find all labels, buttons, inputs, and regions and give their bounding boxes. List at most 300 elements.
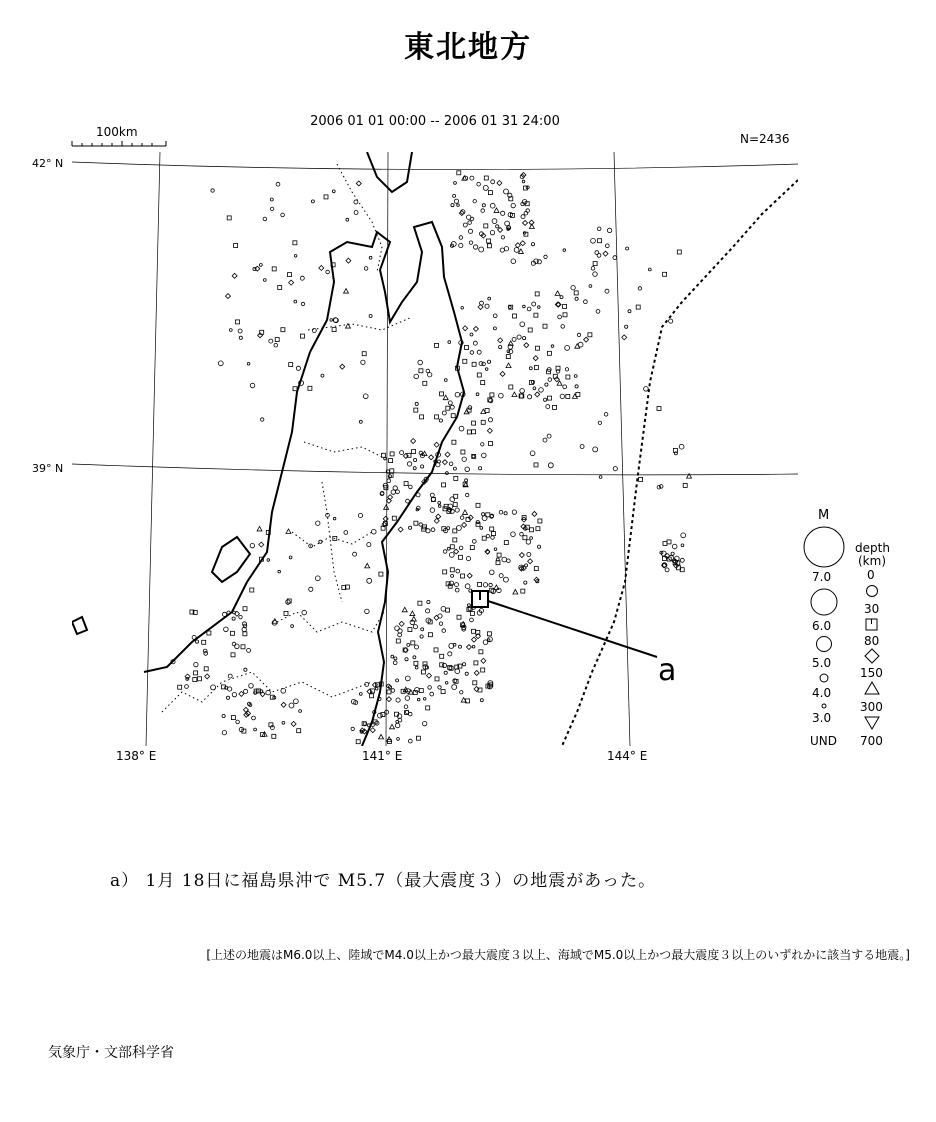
epicenter-circle — [419, 523, 422, 526]
epicenter-circle — [577, 333, 580, 336]
legend-mag-4-label: 4.0 — [812, 686, 832, 700]
epicenter-circle — [427, 600, 430, 603]
epicenter-circle — [626, 247, 629, 250]
epicenter-square — [446, 406, 450, 410]
epicenter-circle — [477, 182, 481, 186]
epicenter-circle — [299, 710, 302, 713]
epicenter-diamond — [497, 181, 502, 186]
epicenter-square — [538, 519, 542, 523]
legend-depth-700: 700 — [860, 734, 883, 748]
epicenter-square — [463, 359, 467, 363]
epicenter-square — [443, 507, 447, 511]
epicenter-circle — [460, 691, 463, 694]
epicenter-square — [457, 615, 461, 619]
epicenter-square — [423, 381, 427, 385]
epicenter-circle — [276, 182, 280, 186]
epicenter-circle — [286, 600, 290, 604]
epicenter-square — [588, 333, 592, 337]
legend-depth-150: 150 — [860, 666, 883, 680]
epicenter-circle — [391, 490, 395, 494]
epicenter-square — [435, 343, 439, 347]
epicenter-circle — [517, 335, 521, 339]
epicenter-square — [467, 430, 471, 434]
epicenter-square — [193, 678, 197, 682]
epicenter-circle — [604, 413, 608, 417]
epicenter-circle — [480, 699, 483, 702]
epicenter-diamond — [398, 527, 403, 532]
epicenter-circle — [468, 221, 472, 225]
epicenter-circle — [430, 493, 434, 497]
selection-criteria-note: [上述の地震はM6.0以上、陸域でM4.0以上かつ最大震度３以上、海域でM5.0以上かつ最大震度３以上のいずれかに該当する地震。] — [206, 948, 910, 962]
epicenter-diamond — [467, 573, 472, 578]
epicenter-circle — [413, 625, 417, 629]
epicenter-circle — [455, 669, 460, 674]
epicenter-circle — [444, 671, 447, 674]
legend-mag-6 — [811, 589, 837, 615]
epicenter-circle — [575, 297, 578, 300]
epicenter-circle — [470, 618, 474, 622]
epicenter-square — [284, 611, 288, 615]
epicenter-circle — [300, 276, 304, 280]
lon-label-144: 144° E — [607, 749, 648, 763]
epicenter-triangle — [529, 224, 534, 229]
epicenter-circle — [351, 727, 354, 730]
epicenter-square — [281, 328, 285, 332]
epicenter-circle — [442, 663, 446, 667]
epicenter-square — [390, 469, 394, 473]
epicenter-circle — [224, 627, 229, 632]
epicenter-diamond — [281, 702, 286, 707]
epicenter-diamond — [232, 273, 237, 278]
epicenter-circle — [395, 723, 400, 728]
epicenter-square — [446, 608, 450, 612]
epicenter-circle — [361, 360, 365, 364]
epicenter-circle — [539, 388, 544, 393]
epicenter-square — [543, 324, 547, 328]
epicenter-circle — [512, 337, 516, 341]
epicenter-circle — [560, 394, 564, 398]
epicenter-diamond — [533, 356, 538, 361]
epicenter-square — [509, 385, 513, 389]
legend-triangle-up-icon — [865, 682, 879, 694]
epicenter-square — [497, 553, 501, 557]
epicenter-circle — [369, 315, 372, 318]
epicenter-circle — [482, 516, 487, 521]
epicenter-diamond — [481, 658, 486, 663]
epicenter-circle — [481, 209, 485, 213]
epicenter-square — [418, 601, 422, 605]
epicenter-diamond — [205, 674, 210, 679]
epicenter-square — [414, 408, 418, 412]
epicenter-circle — [499, 346, 502, 349]
epicenter-circle — [455, 508, 459, 512]
annotation-leader-line — [488, 601, 657, 657]
epicenter-circle — [291, 625, 294, 628]
epicenter-triangle — [494, 208, 499, 213]
epicenter-circle — [472, 645, 475, 648]
epicenter-circle — [448, 401, 452, 405]
epicenter-diamond — [346, 258, 351, 263]
epicenter-circle — [269, 339, 273, 343]
epicenter-circle — [561, 325, 565, 329]
epicenter-circle — [244, 689, 248, 693]
epicenter-circle — [211, 685, 216, 690]
epicenter-diamond — [319, 265, 324, 270]
epicenter-square — [293, 241, 297, 245]
epicenter-square — [478, 582, 482, 586]
epicenter-circle — [228, 687, 232, 691]
epicenter-circle — [232, 692, 236, 696]
epicenter-circle — [396, 679, 399, 682]
epicenter-square — [178, 685, 182, 689]
epicenter-circle — [453, 194, 456, 197]
epicenter-circle — [491, 589, 496, 594]
epicenter-circle — [462, 457, 466, 461]
legend-depth-unit: (km) — [858, 554, 887, 568]
epicenter-circle — [507, 226, 510, 229]
epicenter-circle — [211, 189, 214, 192]
epicenter-circle — [395, 626, 400, 631]
epicenter-circle — [490, 230, 494, 234]
epicenter-square — [482, 536, 486, 540]
epicenter-square — [536, 527, 540, 531]
epicenter-square — [204, 667, 208, 671]
epicenter-diamond — [442, 460, 447, 465]
epicenter-circle — [396, 698, 400, 702]
epicenter-circle — [511, 259, 516, 264]
epicenter-circle — [396, 490, 400, 494]
epicenter-square — [472, 430, 476, 434]
epicenter-circle — [523, 305, 526, 308]
epicenter-circle — [414, 374, 419, 379]
epicenter-square — [536, 346, 540, 350]
epicenter-diamond — [427, 673, 432, 678]
epicenter-circle — [442, 629, 446, 633]
legend-depth-300: 300 — [860, 700, 883, 714]
epicenter-triangle — [345, 324, 350, 329]
epicenter-circle — [499, 510, 503, 514]
epicenter-circle — [436, 463, 440, 467]
epicenter-circle — [254, 728, 257, 731]
epicenter-circle — [504, 189, 509, 194]
epicenter-circle — [466, 557, 470, 561]
epicenter-circle — [359, 420, 362, 423]
epicenter-square — [528, 328, 532, 332]
epicenter-circle — [244, 668, 247, 671]
epicenter-circle — [531, 243, 534, 246]
epicenter-circle — [452, 685, 457, 690]
epicenter-circle — [333, 517, 336, 520]
epicenter-diamond — [289, 280, 294, 285]
epicenter-circle — [309, 587, 313, 591]
epicenter-circle — [359, 693, 362, 696]
epicenter-triangle — [379, 734, 384, 739]
epicenter-circle — [332, 190, 335, 193]
epicenter-circle — [463, 223, 467, 227]
epicenter-circle — [423, 721, 427, 725]
epicenter-diamond — [340, 364, 345, 369]
epicenter-circle — [405, 676, 410, 681]
epicenter-circle — [407, 643, 410, 646]
epicenter-circle — [491, 180, 495, 184]
epicenter-circle — [247, 648, 251, 652]
epicenter-circle — [482, 204, 485, 207]
epicenter-circle — [488, 418, 492, 422]
epicenter-circle — [415, 402, 418, 405]
epicenter-circle — [455, 392, 460, 397]
epicenter-circle — [491, 536, 495, 540]
epicenter-square — [566, 375, 570, 379]
epicenter-circle — [525, 564, 528, 567]
epicenter-circle — [421, 465, 424, 468]
epicenter-circle — [532, 302, 536, 306]
epicenter-circle — [599, 476, 602, 479]
legend-mag-4 — [820, 674, 828, 682]
epicenter-circle — [278, 570, 281, 573]
legend-mag-5-label: 5.0 — [812, 656, 832, 670]
epicenter-circle — [533, 387, 536, 390]
epicenter-circle — [194, 662, 198, 666]
epicenter-circle — [406, 499, 410, 503]
epicenter-square — [470, 546, 474, 550]
epicenter-square — [535, 292, 539, 296]
epicenter-square — [458, 555, 462, 559]
epicenter-square — [272, 734, 276, 738]
epicenter-circle — [238, 329, 242, 333]
epicenter-circle — [426, 529, 430, 533]
epicenter-square — [472, 421, 476, 425]
epicenter-square — [576, 392, 580, 396]
epicenter-circle — [476, 393, 479, 396]
epicenter-square — [420, 415, 424, 419]
epicenter-square — [506, 355, 510, 359]
epicenter-square — [663, 272, 667, 276]
epicenter-circle — [625, 325, 628, 328]
epicenter-triangle — [464, 409, 469, 414]
epicenter-circle — [294, 255, 297, 258]
epicenter-circle — [483, 583, 487, 587]
epicenter-circle — [367, 578, 372, 583]
epicenter-circle — [574, 375, 577, 378]
epicenter-square — [289, 363, 293, 367]
epicenter-circle — [450, 497, 455, 502]
epicenter-circle — [528, 395, 532, 399]
epicenter-square — [481, 381, 485, 385]
epicenter-circle — [289, 556, 292, 559]
lat-label-42: 42° N — [32, 157, 64, 170]
epicenter-square — [461, 450, 465, 454]
epicenter-circle — [252, 716, 256, 720]
epicenter-circle — [490, 203, 495, 208]
epicenter-circle — [232, 617, 235, 620]
epicenter-circle — [446, 472, 449, 475]
epicenter-circle — [565, 346, 570, 351]
epicenter-circle — [659, 485, 663, 489]
epicenter-circle — [530, 451, 535, 456]
epicenter-triangle — [410, 611, 415, 616]
epicenter-diamond — [399, 621, 404, 626]
epicenter-circle — [259, 264, 262, 267]
epicenter-square — [443, 570, 447, 574]
epicenter-symbols — [171, 171, 692, 744]
epicenter-circle — [430, 508, 435, 513]
epicenter-circle — [438, 501, 441, 504]
epicenter-circle — [543, 438, 547, 442]
epicenter-square — [453, 529, 457, 533]
epicenter-square — [434, 648, 438, 652]
epicenter-square — [547, 351, 551, 355]
epicenter-square — [563, 313, 567, 317]
epicenter-circle — [391, 655, 394, 658]
epicenter-circle — [375, 687, 378, 690]
epicenter-circle — [494, 548, 497, 551]
epicenter-circle — [521, 215, 525, 219]
epicenter-square — [419, 369, 423, 373]
epicenter-square — [243, 632, 247, 636]
epicenter-triangle — [390, 724, 395, 729]
epicenter-triangle — [384, 505, 389, 510]
epicenter-square — [231, 716, 235, 720]
epicenter-circle — [644, 387, 649, 392]
epicenter-circle — [473, 200, 476, 203]
epicenter-diamond — [370, 728, 375, 733]
epicenter-square — [504, 541, 508, 545]
epicenter-circle — [319, 540, 322, 543]
epicenter-square — [414, 661, 418, 665]
epicenter-circle — [443, 550, 447, 554]
epicenter-circle — [372, 529, 377, 534]
epicenter-circle — [232, 642, 236, 646]
epicenter-circle — [387, 479, 391, 483]
epicenter-circle — [492, 219, 497, 224]
epicenter-square — [521, 589, 525, 593]
epicenter-circle — [454, 182, 457, 185]
epicenter-square — [414, 521, 418, 525]
epicenter-circle — [250, 543, 254, 547]
epicenter-circle — [480, 527, 483, 530]
epicenter-circle — [461, 307, 464, 310]
epicenter-square — [452, 440, 456, 444]
lat-label-39: 39° N — [32, 462, 64, 475]
epicenter-circle — [418, 360, 423, 365]
epicenter-triangle — [506, 363, 511, 368]
epicenter-circle — [485, 368, 488, 371]
epicenter-circle — [575, 385, 578, 388]
epicenter-square — [534, 567, 538, 571]
epicenter-circle — [470, 333, 473, 336]
epicenter-circle — [326, 270, 330, 274]
epicenter-circle — [487, 360, 490, 363]
epicenter-circle — [479, 247, 484, 252]
epicenter-square — [492, 532, 496, 536]
epicenter-circle — [469, 241, 472, 244]
epicenter-triangle — [513, 590, 518, 595]
lon-label-141: 141° E — [362, 749, 403, 763]
epicenter-circle — [486, 534, 489, 537]
legend-mag-3-label: 3.0 — [812, 711, 832, 725]
epicenter-circle — [444, 379, 447, 382]
epicenter-circle — [661, 551, 666, 556]
epicenter-circle — [330, 319, 333, 322]
epicenter-circle — [638, 287, 641, 290]
epicenter-circle — [470, 176, 474, 180]
epicenter-square — [454, 476, 458, 480]
epicenter-circle — [423, 698, 426, 701]
epicenter-triangle — [687, 474, 692, 479]
epicenter-square — [472, 362, 476, 366]
epicenter-circle — [415, 645, 419, 649]
epicenter-square — [487, 632, 491, 636]
legend-circle-icon — [867, 586, 878, 597]
epicenter-circle — [449, 553, 454, 558]
epicenter-circle — [595, 251, 599, 255]
epicenter-square — [243, 607, 247, 611]
epicenter-circle — [428, 373, 432, 377]
epicenter-diamond — [225, 294, 230, 299]
epicenter-square — [667, 540, 671, 544]
epicenter-circle — [565, 368, 568, 371]
epicenter-circle — [547, 434, 551, 438]
epicenter-square — [574, 291, 578, 295]
epicenter-diamond — [498, 227, 503, 232]
epicenter-circle — [672, 544, 677, 549]
epicenter-square — [404, 482, 408, 486]
legend-depth-30: 30 — [864, 602, 880, 616]
epicenter-circle — [430, 692, 434, 696]
epicenter-circle — [628, 310, 631, 313]
graticule — [72, 152, 798, 746]
epicenter-circle — [449, 643, 454, 648]
epicenter-diamond — [535, 392, 540, 397]
epicenter-square — [476, 503, 480, 507]
epicenter-circle — [397, 738, 400, 741]
epicenter-circle — [426, 609, 430, 613]
epicenter-circle — [439, 622, 442, 625]
epicenter-diamond — [291, 721, 296, 726]
epicenter-circle — [501, 236, 504, 239]
epicenter-circle — [473, 245, 477, 249]
epicenter-square — [598, 239, 602, 243]
epicenter-diamond — [500, 371, 505, 376]
epicenter-circle — [420, 635, 423, 638]
epicenter-circle — [405, 696, 410, 701]
epicenter-circle — [500, 248, 504, 252]
seismicity-map — [72, 152, 798, 746]
epicenter-circle — [593, 272, 598, 277]
epicenter-circle — [560, 296, 563, 299]
epicenter-circle — [218, 361, 223, 366]
time-period: 2006 01 01 00:00 -- 2006 01 31 24:00 — [310, 114, 560, 129]
epicenter-triangle — [344, 289, 349, 294]
epicenter-square — [435, 415, 439, 419]
epicenter-square — [440, 654, 444, 658]
epicenter-circle — [593, 447, 598, 452]
epicenter-circle — [477, 350, 481, 354]
epicenter-circle — [468, 229, 472, 233]
epicenter-circle — [229, 329, 232, 332]
epicenter-square — [416, 736, 420, 740]
epicenter-square — [457, 171, 461, 175]
epicenter-circle — [681, 544, 684, 547]
epicenter-circle — [369, 256, 372, 259]
epicenter-circle — [267, 559, 270, 562]
epicenter-circle — [311, 200, 314, 203]
legend-diamond-icon — [865, 649, 879, 663]
epicenter-square — [484, 224, 488, 228]
epicenter-square — [662, 557, 666, 561]
epicenter-square — [412, 450, 416, 454]
epicenter-circle — [281, 213, 285, 217]
